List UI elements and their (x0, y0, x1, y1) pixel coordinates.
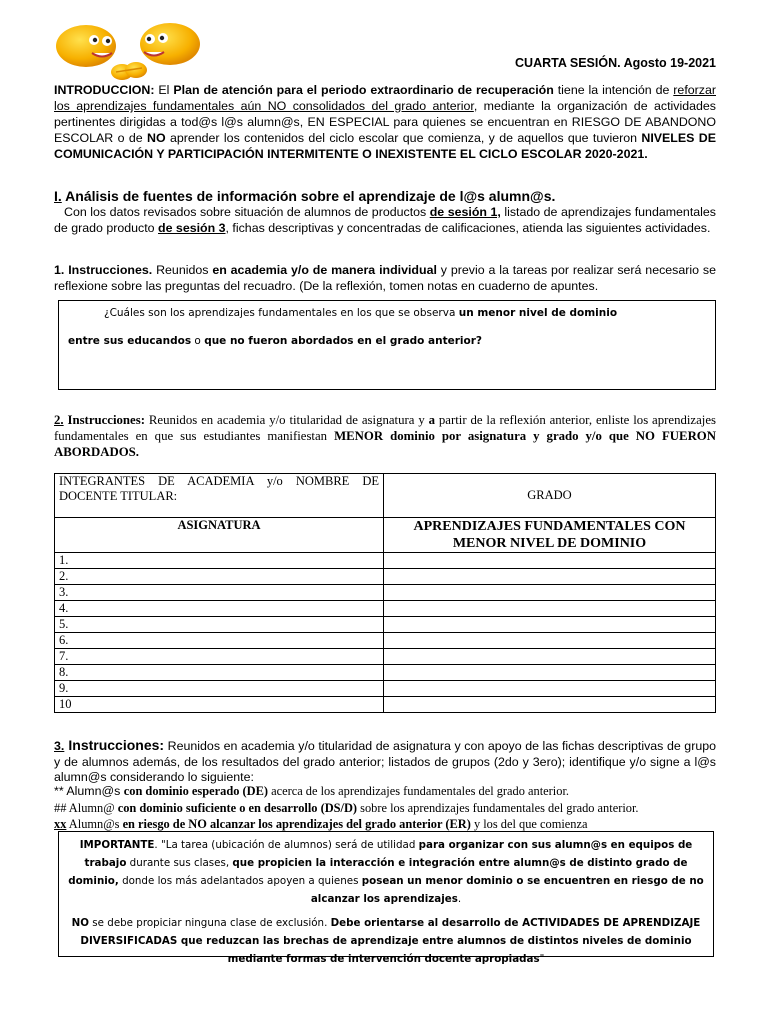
reflection-question-line-2: entre sus educandos o que no fueron abordados en el grado anterior? (68, 335, 482, 347)
important-paragraph-1: IMPORTANTE. "La tarea (ubicación de alumnos) será de utilidad para organizar con sus alumn@s en equipos de trabajo durante sus clases, que propicien la interacción e integración entre alumn@s de distinto grado de dominio, donde los más adelantados apoyen a quienes posean un menor dominio o se encuentren en riesgo de no alcanzar los aprendizajes. (68, 839, 704, 905)
table-row (55, 601, 716, 617)
table-row (55, 617, 716, 633)
row-number: 9. (55, 681, 384, 697)
row-input-cell[interactable] (384, 697, 716, 713)
introduction-paragraph: INTRODUCCION: El Plan de atención para el periodo extraordinario de recuperación tiene la intención de reforzar los aprendizajes fundamentales aún NO consolidados del grado anterior, mediante la organización de actividades pertinentes dirigidas a tod@s l@s alumn@s, EN ESPECIAL para quienes se encuentran en RIESGO DE ABANDONO ESCOLAR o de NO aprender los contenidos del ciclo escolar que comienza, y de aquellos que tuvieron NIVELES DE COMUNICACIÓN Y PARTICIPACIÓN INTERMITENTE O INEXISTENTE EL CICLO ESCOLAR 2020-2021. (54, 83, 716, 161)
row-input-cell[interactable] (384, 585, 716, 601)
reflection-question-line-1: ¿Cuáles son los aprendizajes fundamentales en los que se observa un menor nivel de dominio (104, 307, 618, 319)
table-row (55, 553, 716, 569)
row-input-cell[interactable] (384, 633, 716, 649)
table-row (55, 569, 716, 585)
table-row (55, 697, 716, 713)
row-input-cell[interactable] (384, 617, 716, 633)
instructions-3: 3. Instrucciones: Reunidos en academia y/o titularidad de asignatura y con apoyo de las fichas descriptivas de grupo y de alumnos además, de los resultados del grado anterior; listados de grupos (2do y 3ero); identifique y/o signe a l@s alumn@s considerando lo siguiente: (54, 737, 716, 784)
row-input-cell[interactable] (384, 681, 716, 697)
legend-dsd: ## Alumn@ con dominio suficiente o en desarrollo (DS/D) sobre los aprendizajes fundamentales del grado anterior. (54, 801, 639, 815)
table-row (55, 681, 716, 697)
table-row (55, 633, 716, 649)
table-row (55, 585, 716, 601)
row-input-cell[interactable] (384, 649, 716, 665)
table-row (55, 665, 716, 681)
important-note-box (58, 831, 714, 965)
row-number: 4. (55, 601, 384, 617)
row-number: 2. (55, 569, 384, 585)
instructions-2: 2. Instrucciones: Reunidos en academia y/o titularidad de asignatura y a partir de la reflexión anterior, enliste los aprendizajes fundamentales en que sus estudiantes manifiestan MENOR dominio por asignatura y grado y/o que NO FUERON ABORDADOS. (54, 413, 717, 459)
grado-header: GRADO (384, 474, 716, 518)
integrantes-header: INTEGRANTES DE ACADEMIA y/o NOMBRE DE DOCENTE TITULAR: (55, 474, 384, 518)
aprendizajes-header: APRENDIZAJES FUNDAMENTALES CON MENOR NIVEL DE DOMINIO (384, 518, 716, 553)
row-input-cell[interactable] (384, 553, 716, 569)
row-number: 8. (55, 665, 384, 681)
important-paragraph-2: NO se debe propiciar ninguna clase de exclusión. Debe orientarse al desarrollo de ACTIVIDADES DE APRENDIZAJE DIVERSIFICADAS que reduzcan las brechas de aprendizaje entre alumnos de distintos niveles de dominio mediante formas de intervención docente apropiadas" (71, 917, 701, 965)
learning-table (54, 473, 716, 713)
legend-er: xx Alumn@s en riesgo de NO alcanzar los aprendizajes del grado anterior (ER) y los del que comienza (54, 817, 588, 831)
reflection-question-box (58, 300, 716, 390)
table-row (55, 649, 716, 665)
row-input-cell[interactable] (384, 665, 716, 681)
row-number: 5. (55, 617, 384, 633)
row-number: 7. (55, 649, 384, 665)
row-number: 3. (55, 585, 384, 601)
session-date: CUARTA SESIÓN. Agosto 19-2021 (515, 56, 716, 70)
asignatura-header: ASIGNATURA (55, 518, 384, 553)
section-1-body: Con los datos revisados sobre situación de alumnos de productos de sesión 1, listado de aprendizajes fundamentales de grado producto de sesión 3, fichas descriptivas y concentradas de calificaciones, atienda las siguientes actividades. (54, 205, 716, 235)
row-input-cell[interactable] (384, 601, 716, 617)
instructions-1: 1. Instrucciones. Reunidos en academia y/o de manera individual y previo a la tareas por realizar será necesario se reflexione sobre las preguntas del recuadro. (De la reflexión, tomen notas en cuaderno de apuntes. (54, 263, 716, 293)
row-number: 1. (55, 553, 384, 569)
section-1-title: I. Análisis de fuentes de información sobre el aprendizaje de l@s alumn@s. (54, 188, 556, 204)
row-input-cell[interactable] (384, 569, 716, 585)
handshake-smileys-icon (52, 22, 202, 84)
legend-de: ** Alumn@s con dominio esperado (DE) acerca de los aprendizajes fundamentales del grado anterior. (54, 784, 569, 798)
row-number: 10 (55, 697, 384, 713)
row-number: 6. (55, 633, 384, 649)
